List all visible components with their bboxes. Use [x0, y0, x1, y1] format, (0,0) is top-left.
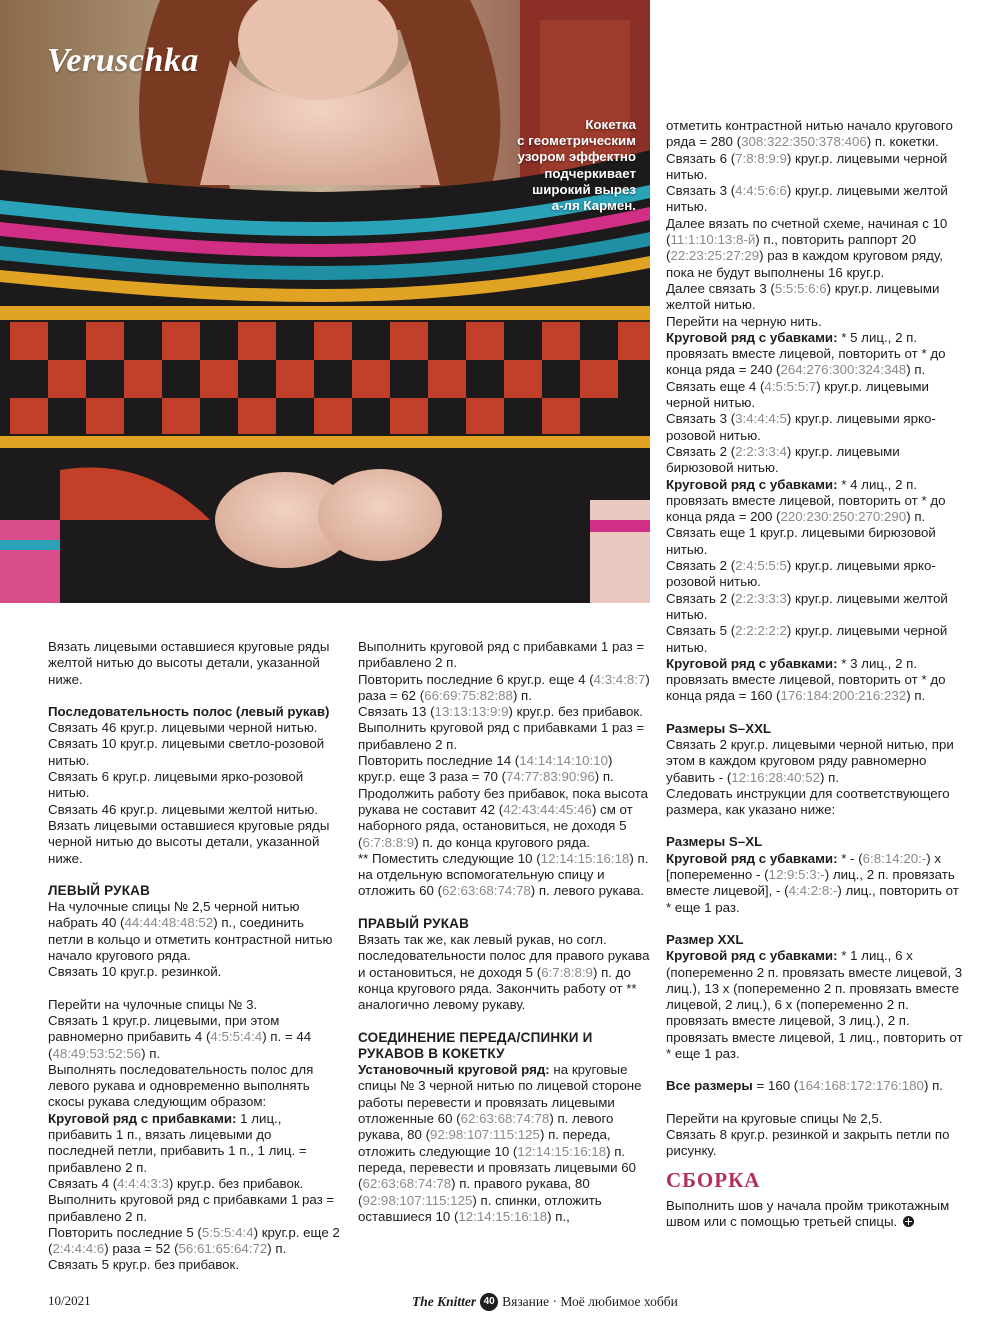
instruction-paragraph	[358, 932, 650, 1013]
text-run: ) круг.р. лицевыми желтой нитью.	[666, 280, 940, 313]
instruction-paragraph	[666, 314, 966, 330]
end-mark-icon	[903, 1216, 914, 1227]
text-run: Выполнить круговой ряд с прибавками 1 раз = прибавлено 2 п.	[358, 639, 645, 671]
size-values: 308:322:350:378:406	[741, 134, 867, 150]
size-values: 11:1:10:13:8-й	[670, 232, 756, 248]
text-run: Продолжить работу без прибавок, пока высота рукава не составит 42 (	[358, 785, 649, 817]
instruction-paragraph	[666, 151, 966, 184]
text-run: Связать 6 (	[666, 150, 736, 166]
size-values: 2:2:3:3:3	[735, 590, 787, 606]
size-values: 92:98:107:115:125	[362, 1192, 473, 1208]
text-run: Связать еще 4 (	[666, 378, 765, 394]
instruction-paragraph	[666, 477, 966, 526]
bold-label: Круговой ряд с убавками:	[666, 850, 838, 866]
instruction-paragraph	[666, 948, 966, 1062]
text-run: ) круг.р. без прибавок.	[168, 1175, 304, 1191]
text-run: ) лиц., 2 п. провязать вместе лицевой], - (	[666, 867, 955, 899]
text-run: ) п.	[906, 688, 926, 704]
instruction-paragraph	[48, 818, 340, 867]
text-run: ) круг.р. еще 2 (	[48, 1224, 340, 1257]
sweater-photo-illustration	[0, 0, 650, 603]
text-run: ) круг.р. лицевыми бирюзовой нитью.	[666, 443, 900, 476]
instruction-paragraph	[666, 379, 966, 412]
size-values: 56:61:65:64:72	[178, 1241, 268, 1257]
text-run: Связать 6 круг.р. лицевыми ярко-розовой нитью.	[48, 769, 304, 801]
bold-label: Последовательность полос (левый рукав)	[48, 703, 330, 719]
text-run: ) п. = 44 (	[48, 1029, 312, 1061]
instruction-paragraph	[666, 1198, 966, 1231]
instruction-paragraph	[666, 216, 966, 281]
text-run: ) п. до конца кругового ряда. Закончить работу от ** аналогично левому рукаву.	[358, 964, 637, 1013]
text-run: ) п. правого рукава, 80 (	[358, 1176, 590, 1208]
size-values: 12:14:15:16:18	[540, 850, 630, 866]
text-run: Повторить последние 6 круг.р. еще 4 (	[358, 671, 594, 687]
instruction-paragraph	[358, 720, 650, 753]
text-run: ) п.	[267, 1241, 287, 1257]
text-run: ) п. левого рукава, 80 (	[358, 1111, 614, 1143]
instruction-paragraph	[48, 1192, 340, 1225]
text-run: ) п.	[594, 769, 614, 785]
bold-label: Круговой ряд с убавками:	[666, 655, 838, 671]
text-run: Связать 2 (	[666, 558, 736, 574]
size-values: 164:168:172:176:180	[798, 1078, 924, 1094]
text-run: * 3 лиц., 2 п. провязать вместе лицевой, повторить от * до конца ряда = 160 (	[666, 655, 946, 704]
text-run: ) см от наборного ряда, остановиться, не доходя 5 (	[358, 801, 633, 850]
text-run: Вязать так же, как левый рукав, но согл. последовательности полос для правого рукава и остановиться, не доходя 5 (	[358, 932, 650, 980]
bold-label: Круговой ряд с убавками:	[666, 948, 838, 964]
text-run: Вязать лицевыми оставшиеся круговые ряды желтой нитью до высоты детали, указанной ниже.	[48, 639, 330, 687]
instruction-paragraph	[48, 964, 340, 980]
size-values: 6:7:8:8:9	[541, 964, 593, 980]
text-run: ) x [попеременно - (	[666, 850, 942, 883]
text-run: Перейти на круговые спицы № 2,5.	[666, 1110, 883, 1126]
paragraph-gap	[666, 705, 966, 721]
text-run: ) раз в каждом круговом ряду, пока не будут выполнены 16 круг.р.	[666, 248, 943, 280]
bold-label: Круговой ряд с прибавками:	[48, 1110, 237, 1126]
paragraph-gap	[48, 688, 340, 704]
size-values: 62:63:68:74:78	[442, 883, 531, 899]
size-values: 4:5:5:4:4	[210, 1029, 263, 1045]
instruction-paragraph	[666, 591, 966, 624]
text-run: Выполнить шов у начала пройм трикотажным швом или с помощью третьей спицы.	[666, 1197, 950, 1230]
text-run: на круговые спицы № 3 черной нитью по лицевой стороне работы перевести и провязать лицевыми отложенные 60 (	[358, 1062, 642, 1127]
size-values: 6:7:8:8:9	[362, 834, 415, 850]
size-values: 176:184:200:216:232	[780, 688, 907, 704]
size-values: 74:77:83:90:96	[505, 769, 595, 785]
section-heading: ПРАВЫЙ РУКАВ	[358, 915, 470, 931]
instruction-paragraph	[48, 704, 340, 720]
text-column-2	[358, 639, 650, 1225]
paragraph-gap	[48, 981, 340, 997]
instruction-paragraph	[48, 1257, 340, 1273]
text-run: Вязать лицевыми оставшиеся круговые ряды черной нитью до высоты детали, указанной ниже.	[48, 817, 330, 866]
instruction-paragraph	[48, 802, 340, 818]
instruction-paragraph	[358, 851, 650, 900]
size-values: 42:43:44:45:46	[503, 801, 592, 817]
text-run: Связать 1 круг.р. лицевыми, при этом равномерно прибавить 4 (	[48, 1012, 280, 1045]
text-run: На чулочные спицы № 2,5 черной нитью набрать 40 (	[48, 899, 300, 931]
size-values: 5:5:5:6:6	[774, 280, 827, 296]
text-run: ) п., соединить петли в кольцо и отметить контрастной нитью начало кругового ряда.	[48, 915, 333, 964]
text-run: Выполнять последовательность полос для левого рукава и одновременно выполнять скосы рукава следующим образом:	[48, 1061, 314, 1110]
size-values: 6:8:14:20:-	[862, 850, 927, 866]
text-run: ) круг.р. лицевыми черной нитью.	[666, 378, 929, 411]
size-values: 22:23:25:27:29	[670, 248, 760, 264]
text-run: Повторить последние 14 (	[358, 753, 520, 769]
text-run: ) круг.р. лицевыми черной нитью.	[666, 150, 948, 182]
instruction-paragraph	[666, 786, 966, 819]
text-run: ) круг.р. лицевыми ярко-розовой нитью.	[666, 558, 936, 590]
instruction-paragraph	[358, 753, 650, 786]
magazine-tagline: Вязание · Моё любимое хобби	[502, 1294, 678, 1309]
size-values: 12:16:28:40:52	[731, 769, 820, 785]
size-values: 12:9:5:3:-	[768, 867, 825, 883]
paragraph-gap	[48, 867, 340, 883]
text-run: Связать 2 (	[666, 590, 736, 606]
footer-masthead	[412, 1293, 678, 1311]
instruction-paragraph	[48, 736, 340, 769]
instruction-paragraph	[358, 786, 650, 851]
instruction-paragraph	[666, 623, 966, 656]
text-run: Связать 2 (	[666, 443, 736, 459]
size-values: 2:4:4:4:6	[52, 1241, 105, 1257]
size-values: 5:5:5:4:4	[201, 1224, 254, 1240]
assembly-heading: СБОРКА	[666, 1167, 761, 1192]
text-run: Далее вязать по счетной схеме, начиная с 10 (	[666, 215, 948, 248]
size-values: 48:49:53:52:56	[52, 1045, 142, 1061]
instruction-paragraph	[666, 118, 966, 151]
text-run: Перейти на чулочные спицы № 3.	[48, 996, 258, 1012]
size-values: 7:8:8:9:9	[735, 150, 787, 166]
text-run: = 160 (	[752, 1078, 799, 1094]
text-run: Связать 3 (	[666, 411, 736, 427]
instruction-paragraph	[48, 899, 340, 964]
text-run: ) круг.р. лицевыми желтой нитью.	[666, 183, 948, 215]
text-run: ) раза = 62 (	[358, 671, 650, 703]
text-run: Связать 10 круг.р. резинкой.	[48, 964, 222, 980]
instruction-paragraph	[666, 737, 966, 786]
paragraph-gap	[358, 900, 650, 916]
text-run: * - (	[837, 850, 863, 866]
instruction-paragraph	[666, 656, 966, 705]
size-values: 2:2:3:3:4	[735, 443, 787, 459]
instruction-paragraph	[666, 525, 966, 558]
text-run: ) п., повторить раппорт 20 (	[666, 232, 917, 264]
text-run: ) п.	[820, 769, 840, 785]
text-run: ) п.	[141, 1045, 161, 1061]
instruction-paragraph	[666, 834, 966, 850]
instruction-paragraph	[666, 444, 966, 477]
magazine-name: The Knitter	[412, 1294, 477, 1309]
text-run: Связать 5 круг.р. без прибавок.	[48, 1257, 240, 1273]
size-values: 4:4:4:3:3	[117, 1175, 169, 1191]
paragraph-gap	[666, 916, 966, 932]
size-values: 92:98:107:115:125	[430, 1127, 540, 1143]
instruction-paragraph	[48, 997, 340, 1013]
size-values: 13:13:13:9:9	[434, 704, 509, 720]
text-run: 1 лиц., прибавить 1 п., вязать лицевыми до последней петли, прибавить 1 п., 1 лиц. = прибавлено 2 п.	[48, 1110, 307, 1175]
text-column-1	[48, 639, 340, 1274]
instruction-paragraph	[358, 1062, 650, 1225]
section-heading: СОЕДИНЕНИЕ ПЕРЕДА/СПИНКИ И РУКАВОВ В КОКЕТКУ	[358, 1029, 593, 1061]
text-run: ) лиц., повторить от * еще 1 раз.	[666, 883, 959, 915]
text-run: отметить контрастной нитью начало кругового ряда = 280 (	[666, 118, 953, 150]
text-run: ) круг.р. еще 3 раза = 70 (	[358, 753, 613, 785]
paragraph-gap	[666, 1062, 966, 1078]
instruction-paragraph	[666, 932, 966, 948]
instruction-paragraph	[666, 721, 966, 737]
text-run: ) п. кокетки.	[866, 134, 939, 150]
bold-label: Размер XXL	[666, 931, 744, 947]
bold-label: Круговой ряд с убавками:	[666, 329, 838, 345]
paragraph-gap	[358, 1014, 650, 1030]
text-run: ) п.	[923, 1078, 943, 1094]
paragraph-gap	[666, 818, 966, 834]
photo-caption: Кокетка с геометрическим узором эффектно подчеркивает широкий вырез а-ля Кармен.	[517, 117, 636, 214]
text-run: ) круг.р. лицевыми черной нитью.	[666, 623, 948, 655]
instruction-paragraph	[48, 1176, 340, 1192]
text-run: ) круг.р. без прибавок.	[508, 704, 643, 720]
instruction-paragraph	[666, 330, 966, 379]
text-run: Связать 13 (	[358, 704, 435, 720]
instruction-paragraph	[666, 558, 966, 591]
text-run: Повторить последние 5 (	[48, 1224, 202, 1240]
page-number: 40	[480, 1293, 498, 1311]
text-run: * 4 лиц., 2 п. провязать вместе лицевой, повторить от * до конца ряда = 200 (	[666, 476, 946, 525]
text-run: ) п. спинки, отложить оставшиеся 10 (	[358, 1192, 602, 1224]
instruction-paragraph	[48, 1062, 340, 1111]
text-run: Связать еще 1 круг.р. лицевыми бирюзовой нитью.	[666, 525, 936, 557]
text-run: * 1 лиц., 6 x (попеременно 2 п. провязать вместе лицевой, 3 лиц.), 13 x (попеременно 2 п. провязать вместе лицевой, 2 лиц.), 6 x (попеременно 2 п. провязать вместе лицевой, 3 лиц.), 2 п. провязать вместе лицевой, 1 лиц., повторить от * еще 1 раз.	[666, 948, 963, 1062]
size-values: 2:2:2:2:2	[735, 623, 787, 639]
text-run: Связать 4 (	[48, 1175, 118, 1191]
text-run: ) круг.р. лицевыми желтой нитью.	[666, 590, 948, 622]
text-run: ) п.	[512, 687, 532, 703]
size-values: 4:4:2:8:-	[788, 883, 838, 899]
instruction-paragraph	[48, 639, 340, 688]
text-run: ** Поместить следующие 10 (	[358, 850, 541, 866]
instruction-paragraph	[358, 639, 650, 672]
size-values: 4:3:4:8:7	[593, 671, 646, 687]
instruction-paragraph	[48, 1111, 340, 1176]
text-run: ) п. переда, отложить следующие 10 (	[358, 1127, 611, 1159]
hero-photo	[0, 0, 650, 603]
text-run: Далее связать 3 (	[666, 280, 775, 296]
size-values: 264:276:300:324:348	[780, 362, 907, 378]
size-values: 12:14:15:16:18	[517, 1143, 607, 1159]
text-column-3	[666, 118, 966, 1230]
text-run: ) п. переда, перевести и провязать лицевыми 60 (	[358, 1143, 637, 1192]
text-run: Связать 2 круг.р. лицевыми черной нитью, при этом в каждом круговом ряду равномерно убавить - (	[666, 736, 954, 785]
instruction-paragraph	[666, 281, 966, 314]
instruction-paragraph	[48, 769, 340, 802]
size-values: 220:230:250:270:290	[780, 509, 907, 525]
text-run: ) п.	[906, 362, 926, 378]
bold-label: Установочный круговой ряд:	[358, 1062, 550, 1078]
text-run: Связать 46 круг.р. лицевыми желтой нитью.	[48, 801, 318, 817]
size-values: 62:63:68:74:78	[460, 1111, 550, 1127]
size-values: 3:4:4:4:5	[735, 411, 787, 427]
text-run: Связать 3 (	[666, 183, 736, 199]
size-values: 14:14:14:10:10	[519, 753, 608, 769]
instruction-paragraph	[666, 183, 966, 216]
instruction-paragraph	[666, 1078, 966, 1094]
instruction-paragraph	[666, 851, 966, 916]
paragraph-gap	[666, 1095, 966, 1111]
section-heading: ЛЕВЫЙ РУКАВ	[48, 882, 151, 898]
bold-label: Круговой ряд с убавками:	[666, 476, 838, 492]
instruction-paragraph	[666, 1127, 966, 1160]
instruction-paragraph	[666, 1111, 966, 1127]
text-run: ) круг.р. лицевыми ярко-розовой нитью.	[666, 411, 936, 443]
bold-label: Размеры S–XL	[666, 834, 763, 850]
text-run: Перейти на черную нить.	[666, 313, 822, 329]
text-run: ) п.,	[547, 1208, 570, 1224]
instruction-paragraph	[358, 672, 650, 705]
issue-date: 10/2021	[48, 1293, 91, 1308]
text-run: Следовать инструкции для соответствующего размера, как указано ниже:	[666, 785, 950, 818]
size-values: 4:4:5:6:6	[735, 183, 787, 199]
text-run: * 5 лиц., 2 п. провязать вместе лицевой, повторить от * до конца ряда = 240 (	[666, 329, 946, 378]
size-values: 62:63:68:74:78	[362, 1176, 452, 1192]
bold-label: Все размеры	[666, 1078, 753, 1094]
text-run: ) п. левого рукава.	[530, 883, 644, 899]
instruction-paragraph	[48, 1225, 340, 1258]
text-run: ) п. до конца кругового ряда.	[414, 834, 591, 850]
instruction-paragraph	[48, 720, 340, 736]
text-run: ) п.	[906, 509, 926, 525]
text-run: Связать 10 круг.р. лицевыми светло-розовой нитью.	[48, 736, 325, 768]
text-run: ) раза = 52 (	[104, 1241, 179, 1257]
text-run: ) п. на отдельную вспомогательную спицу и отложить 60 (	[358, 850, 649, 899]
brand-title: Veruschka	[47, 42, 199, 79]
text-run: Связать 46 круг.р. лицевыми черной нитью.	[48, 720, 318, 736]
size-values: 44:44:48:48:52	[124, 915, 214, 931]
size-values: 66:69:75:82:88	[424, 687, 513, 703]
text-run: Связать 8 круг.р. резинкой и закрыть петли по рисунку.	[666, 1126, 950, 1159]
size-values: 4:5:5:5:7	[764, 378, 817, 394]
bold-label: Размеры S–XXL	[666, 720, 772, 736]
instruction-paragraph	[666, 411, 966, 444]
instruction-paragraph	[358, 704, 650, 720]
instruction-paragraph	[48, 1013, 340, 1062]
text-run: Выполнить круговой ряд с прибавками 1 раз = прибавлено 2 п.	[358, 720, 645, 752]
size-values: 12:14:15:16:18	[458, 1208, 548, 1224]
size-values: 2:4:5:5:5	[735, 558, 787, 574]
text-run: Выполнить круговой ряд с прибавками 1 раз = прибавлено 2 п.	[48, 1192, 335, 1224]
text-run: Связать 5 (	[666, 623, 736, 639]
